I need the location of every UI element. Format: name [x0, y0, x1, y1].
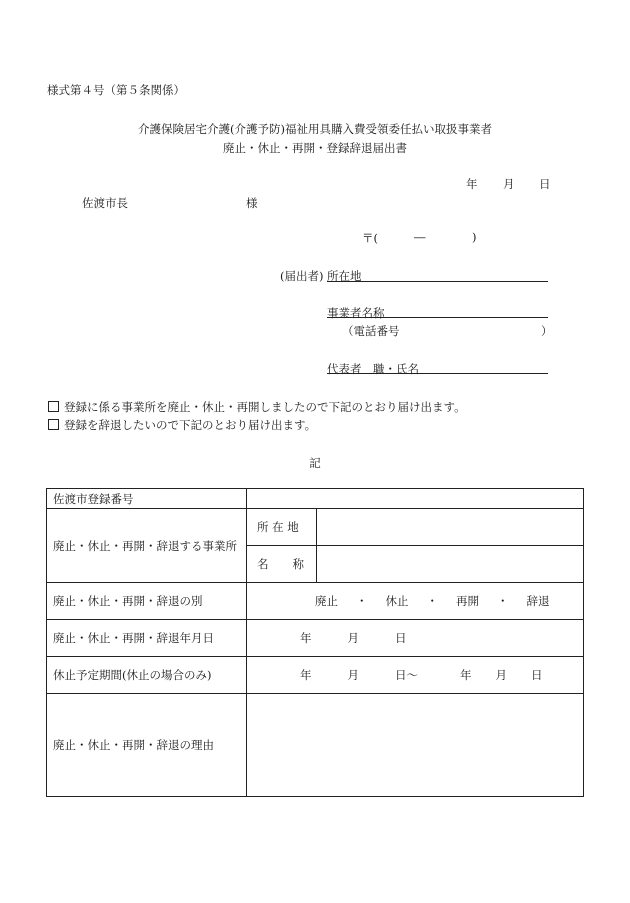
- row-label: 廃止・休止・再開・辞退の理由: [47, 694, 247, 797]
- separator: ・: [497, 594, 509, 608]
- business-name-line[interactable]: [327, 317, 548, 318]
- checkbox[interactable]: [48, 419, 59, 430]
- postal-close: ): [472, 230, 477, 244]
- choice-discontinue[interactable]: 廃止: [315, 594, 338, 608]
- office-address-field[interactable]: [317, 509, 584, 546]
- sub-label-address: 所 在 地: [247, 509, 317, 546]
- from-year: 年: [300, 668, 312, 682]
- notice-table: [46, 488, 584, 797]
- date-month: 月: [503, 177, 515, 191]
- office-name-field[interactable]: [317, 546, 584, 583]
- addressee-honorific: 様: [246, 196, 258, 210]
- registration-number-field[interactable]: [247, 489, 584, 509]
- phone-open: （電話番号: [342, 324, 400, 338]
- ki-heading: 記: [309, 456, 321, 470]
- sub-label-name: [247, 546, 317, 583]
- row-label: 休止予定期間(休止の場合のみ): [47, 657, 247, 694]
- choice-suspend[interactable]: 休止: [385, 594, 409, 608]
- representative-label: 代表者 職・氏名: [327, 362, 419, 376]
- phone-close: ）: [541, 324, 553, 338]
- option-discontinue[interactable]: [48, 399, 466, 415]
- addressee-name: 佐渡市長: [82, 196, 128, 210]
- postal-mark: 〒(: [362, 231, 378, 245]
- row-label: 廃止・休止・再開・辞退年月日: [47, 620, 247, 657]
- table-row: [47, 657, 584, 694]
- date-day: 日: [539, 177, 551, 191]
- reason-field[interactable]: [247, 694, 584, 797]
- separator: ・: [426, 594, 438, 608]
- type-choices[interactable]: [247, 583, 584, 620]
- from-day: 日～: [395, 668, 418, 682]
- row-label: 廃止・休止・再開・辞退する事業所: [47, 509, 247, 583]
- table-row: [47, 620, 584, 657]
- to-month: 月: [495, 668, 507, 682]
- option-withdraw[interactable]: [48, 417, 316, 433]
- option-text: 登録に係る事業所を廃止・休止・再開しましたので下記のとおり届け出ます。: [64, 400, 466, 414]
- date-year: 年: [466, 177, 478, 191]
- sub-label-name-a: 名: [257, 557, 269, 571]
- separator: ・: [356, 594, 368, 608]
- checkbox[interactable]: [48, 401, 59, 412]
- form-number: 様式第４号（第５条関係）: [47, 83, 185, 97]
- address-line[interactable]: [327, 281, 548, 282]
- table-row: [47, 694, 584, 797]
- date-year: 年: [300, 631, 312, 645]
- to-year: 年: [460, 668, 472, 682]
- row-label: 廃止・休止・再開・辞退の別: [47, 583, 247, 620]
- business-name-label: 事業者名称: [327, 306, 385, 320]
- sub-label-name-b: 称: [292, 557, 304, 571]
- row-label: 佐渡市登録番号: [47, 489, 247, 509]
- effective-date-field[interactable]: [247, 620, 584, 657]
- choice-withdraw[interactable]: 辞退: [526, 594, 550, 608]
- date-day: 日: [395, 631, 407, 645]
- table-row: [47, 509, 584, 546]
- table-row: [47, 489, 584, 509]
- representative-line[interactable]: [327, 373, 548, 374]
- option-text: 登録を辞退したいので下記のとおり届け出ます。: [64, 418, 317, 432]
- to-day: 日: [531, 668, 543, 682]
- title-line-2: 廃止・休止・再開・登録辞退届出書: [223, 141, 407, 155]
- address-label: 所在地: [327, 269, 362, 283]
- table-row: [47, 583, 584, 620]
- date-month: 月: [347, 631, 359, 645]
- choice-resume[interactable]: 再開: [456, 594, 479, 608]
- applicant-prefix: (届出者): [280, 269, 324, 283]
- from-month: 月: [347, 668, 359, 682]
- suspension-period-field[interactable]: [247, 657, 584, 694]
- postal-dash: ―: [414, 230, 426, 244]
- title-line-1: 介護保険居宅介護(介護予防)福祉用具購入費受領委任払い取扱事業者: [138, 122, 492, 136]
